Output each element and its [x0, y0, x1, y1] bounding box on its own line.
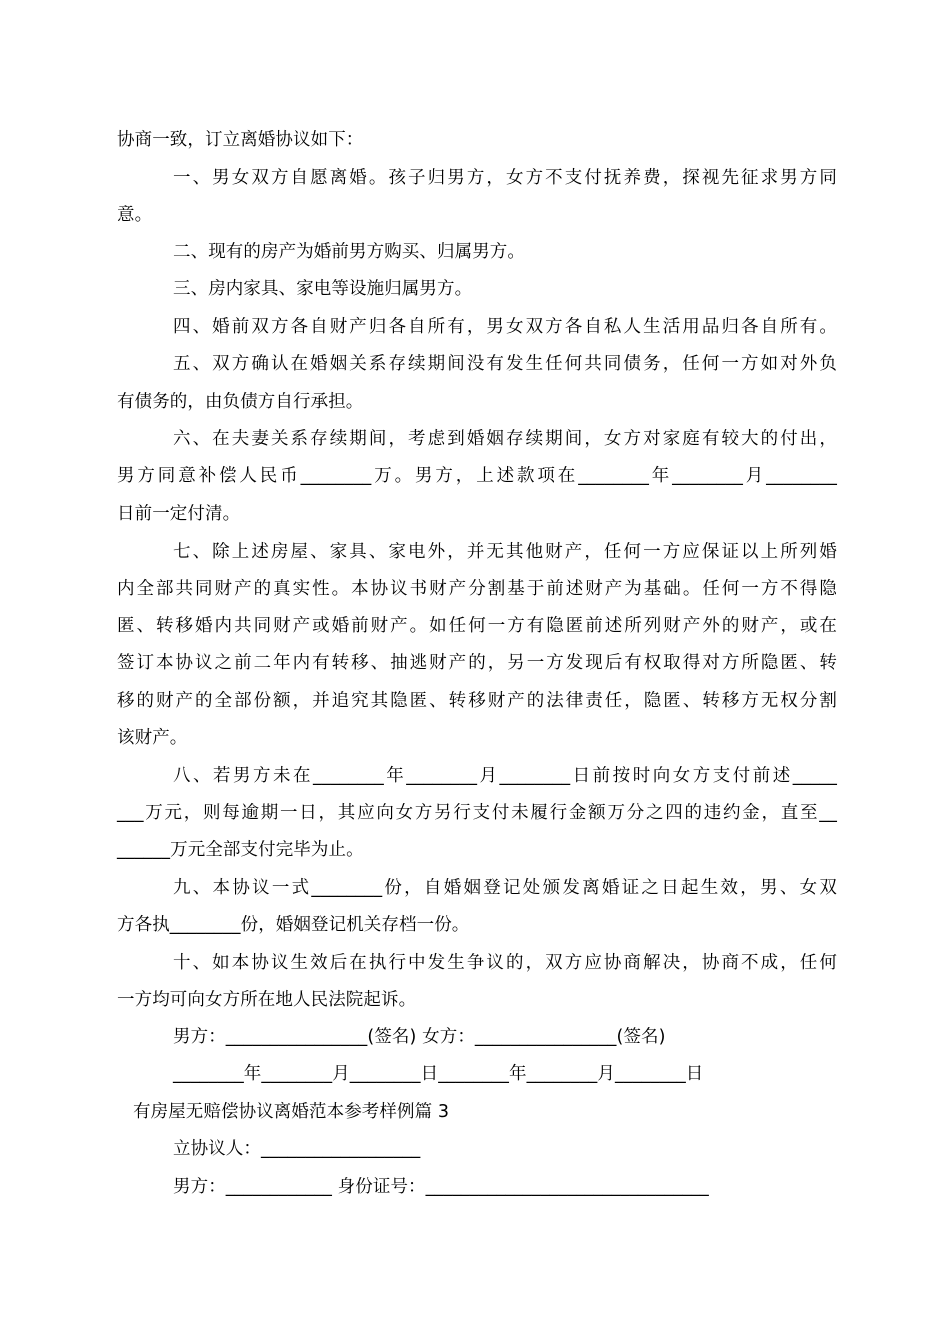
clause-4: 四、婚前双方各自财产归各自所有，男女双方各自私人生活用品归各自所有。	[173, 317, 837, 337]
clause-7-line-5: 移的财产的全部份额，并追究其隐匿、转移财产的法律责任，隐匿、转移方无权分割	[117, 691, 837, 711]
clause-2: 二、现有的房产为婚前男方购买、归属男方。	[173, 242, 525, 262]
date-line: ________年________月________日________年________月________日	[173, 1064, 704, 1084]
section-heading: 有房屋无赔偿协议离婚范本参考样例篇 3	[133, 1102, 450, 1122]
intro-line: 协商一致，订立离婚协议如下：	[117, 130, 364, 150]
clause-7-line-3: 匿、转移婚内共同财产或婚前财产。如任何一方有隐匿前述所列财产外的财产，或在	[117, 616, 837, 636]
clause-3: 三、房内家具、家电等设施归属男方。	[173, 279, 473, 299]
clause-6-line-2: 男方同意补偿人民币________万。男方，上述款项在________年________月________	[117, 466, 837, 486]
clause-5-line-2: 有债务的，由负债方自行承担。	[117, 392, 364, 412]
male-party-id-line: 男方：____________ 身份证号：________________________________	[173, 1177, 709, 1197]
clause-6-line-3: 日前一定付清。	[117, 504, 241, 524]
clause-7-line-4: 签订本协议之前二年内有转移、抽逃财产的，另一方发现后有权取得对方所隐匿、转	[117, 653, 837, 673]
clause-1-line-1: 一、男女双方自愿离婚。孩子归男方，女方不支付抚养费，探视先征求男方同	[173, 168, 837, 188]
clause-8-line-2: ___万元，则每逾期一日，其应向女方另行支付未履行金额万分之四的违约金，直至__	[117, 803, 837, 823]
clause-9-line-2: 方各执________份，婚姻登记机关存档一份。	[117, 915, 470, 935]
clause-9-line-1: 九、本协议一式________份，自婚姻登记处颁发离婚证之日起生效，男、女双	[173, 878, 837, 898]
clause-7-line-1: 七、除上述房屋、家具、家电外，并无其他财产，任何一方应保证以上所列婚	[173, 542, 837, 562]
clause-6-line-1: 六、在夫妻关系存续期间，考虑到婚姻存续期间，女方对家庭有较大的付出，	[173, 429, 837, 449]
agreement-party-line: 立协议人：__________________	[173, 1139, 421, 1159]
clause-8-line-3: ______万元全部支付完毕为止。	[117, 840, 364, 860]
clause-8-line-1: 八、若男方未在________年________月________日前按时向女方支付前述_____	[173, 766, 837, 786]
clause-7-line-2: 内全部共同财产的真实性。本协议书财产分割基于前述财产为基础。任何一方不得隐	[117, 579, 837, 599]
clause-5-line-1: 五、双方确认在婚姻关系存续期间没有发生任何共同债务，任何一方如对外负	[173, 354, 837, 374]
clause-7-line-6: 该财产。	[117, 728, 188, 748]
signature-line: 男方：________________(签名) 女方：________________(签名)	[173, 1027, 666, 1047]
clause-10-line-1: 十、如本协议生效后在执行中发生争议的，双方应协商解决，协商不成，任何	[173, 953, 837, 973]
clause-10-line-2: 一方均可向女方所在地人民法院起诉。	[117, 990, 417, 1010]
clause-1-line-2: 意。	[117, 205, 153, 225]
